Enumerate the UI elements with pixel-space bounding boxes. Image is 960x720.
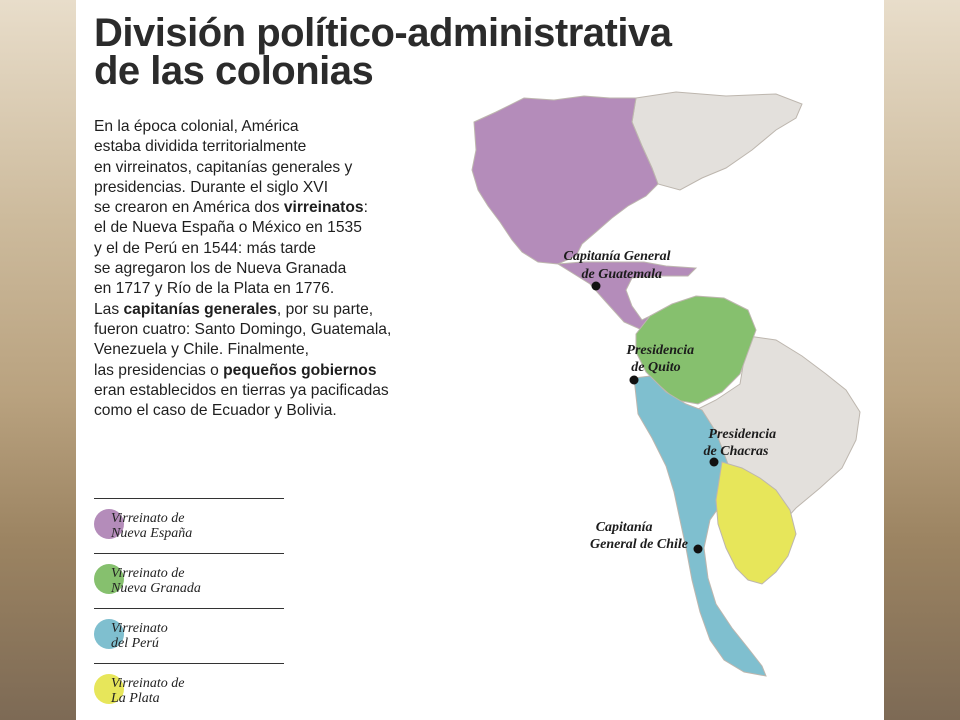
desc-bold-virreinatos: virreinatos [283, 199, 364, 217]
legend-label-line: La Plata [111, 691, 160, 706]
desc-line: Venezuela y Chile. Finalmente, [94, 341, 309, 359]
desc-text: , por su parte, [276, 300, 374, 318]
americas-map [76, 0, 884, 720]
background-painting-left [0, 0, 76, 720]
desc-bold-capitanias: capitanías generales [123, 300, 277, 318]
desc-line: presidencias. Durante el siglo XVI [94, 178, 329, 196]
label-line: de Guatemala [581, 267, 662, 282]
desc-bold-gobiernos: pequeños gobiernos [223, 361, 377, 379]
legend-label-line: Nueva Granada [111, 581, 201, 596]
desc-line: eran establecidos en tierras ya pacificadas [94, 381, 389, 399]
label-line: Presidencia [626, 343, 695, 358]
point-chile [694, 545, 703, 554]
label-chile [590, 520, 688, 552]
label-line: Capitanía General [563, 249, 671, 264]
point-quito [630, 376, 639, 385]
label-line: de Quito [631, 360, 681, 375]
desc-line: fueron cuatro: Santo Domingo, Guatemala, [94, 320, 392, 338]
map-panel [76, 0, 884, 720]
legend-label-line: Virreinato [111, 621, 168, 636]
label-line: General de Chile [590, 537, 688, 552]
desc-line: como el caso de Ecuador y Bolivia. [94, 402, 337, 420]
desc-line: y el de Perú en 1544: más tarde [94, 239, 316, 257]
desc-text: se crearon en América dos [94, 199, 284, 217]
legend-label-line: Nueva España [111, 526, 193, 541]
desc-text: : [363, 199, 368, 217]
desc-line: estaba dividida territorialmente [94, 138, 307, 156]
label-line: de Chacras [703, 444, 769, 459]
desc-text: Las [94, 300, 124, 318]
background-painting-right [884, 0, 960, 720]
legend-label-line: del Perú [111, 636, 159, 651]
title-line-2: de las colonias [94, 49, 374, 93]
desc-line: el de Nueva España o México en 1535 [94, 219, 362, 237]
desc-line: En la época colonial, América [94, 118, 299, 135]
desc-text: las presidencias o [94, 361, 224, 379]
desc-line: en 1717 y Río de la Plata en 1776. [94, 280, 335, 298]
region-north-america-other [632, 92, 802, 190]
legend-label-line: Virreinato de [111, 511, 185, 526]
legend-label-line: Virreinato de [111, 676, 185, 691]
label-line: Capitanía [595, 520, 653, 535]
desc-line: se agregaron los de Nueva Granada [94, 260, 347, 278]
point-guatemala [592, 282, 601, 291]
title-line-1: División político-administrativa [94, 11, 672, 55]
desc-line: en virreinatos, capitanías generales y [94, 158, 353, 176]
label-line: Presidencia [708, 427, 777, 442]
legend-label-line: Virreinato de [111, 566, 185, 581]
